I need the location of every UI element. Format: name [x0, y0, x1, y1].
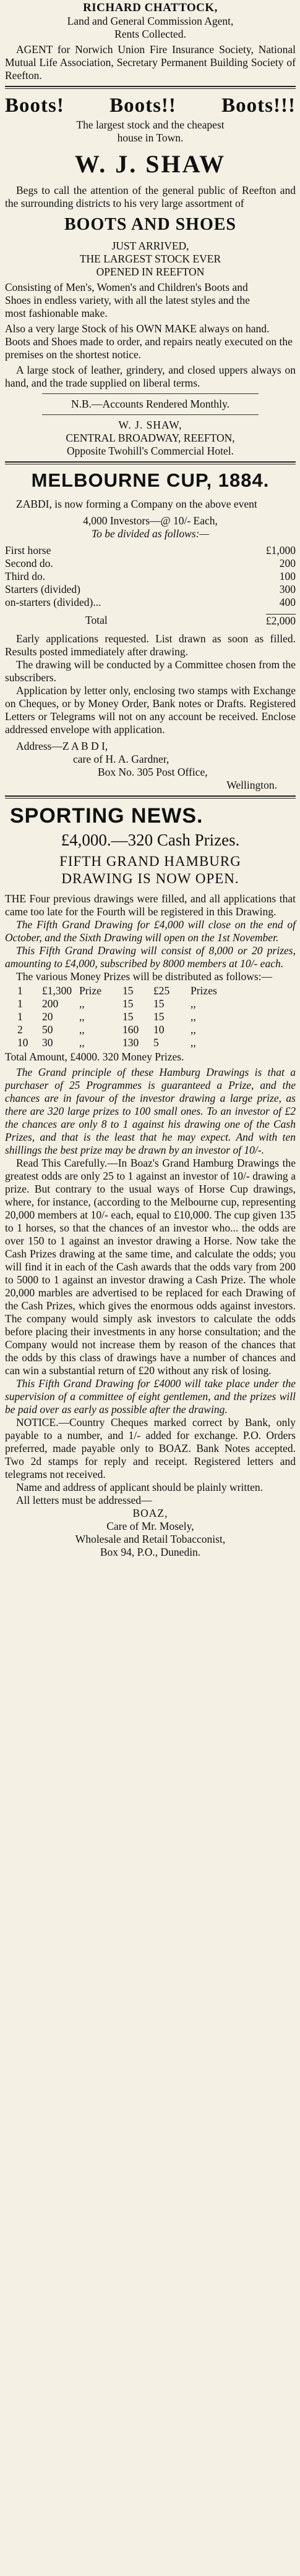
shaw-name: W. J. SHAW: [74, 150, 226, 178]
table-cell: 2: [17, 1023, 23, 1036]
boots-and-shoes-heading: BOOTS AND SHOES: [64, 215, 236, 234]
just-arrived: JUST ARRIVED,: [111, 240, 189, 252]
table-cell: ,,: [191, 1023, 196, 1036]
prize-row: [5, 583, 296, 596]
table-cell: ,,: [191, 1036, 196, 1049]
melbourne-p2: The drawing will be conducted by a Committee chosen from the subscribers.: [5, 658, 296, 684]
hamburg-p5: The Grand principle of these Hamburg Drawings is that a purchaser of 25 Programmes is guaranteed a Prize, and the chances are in favour of the investor drawing a large prize, as there are 320 large prizes to 100 small ones. To an investor of £2 the chances are only 8 to 1 against his drawing one of the Cash Prizes, and that is the least that he may expect. And with ten shillings the best prize may be drawn by an investor of 10/-.: [5, 1066, 296, 1156]
shaw-intro: Begs to call the attention of the general public of Reefton and the surrounding districts to his very large assortment of: [5, 184, 296, 209]
table-cell: 10: [153, 1023, 165, 1036]
table-cell: 30: [42, 1036, 53, 1049]
prize-label: Third do.: [5, 570, 46, 582]
hamburg-p7: This Fifth Grand Drawing for £4000 will take place under the supervision of a committee of eight gentlemen, and the prizes will be paid over as early as possible after the drawing.: [5, 1377, 296, 1416]
melbourne-address-label: Address—Z A B D I,: [16, 740, 108, 752]
boaz-care: Care of Mr. Mosely,: [106, 1520, 194, 1532]
melbourne-to-be-divided: To be divided as follows:—: [92, 527, 209, 540]
shaw-own-make: Also a very large Stock of his OWN MAKE always on hand. Boots and Shoes made to order, and repairs neatly executed on the premises on the shortest notice.: [5, 322, 293, 361]
prize-label: First horse: [5, 544, 51, 556]
hamburg-p4: The various Money Prizes will be distributed as follows:—: [16, 970, 273, 983]
melbourne-address-2: Box No. 305 Post Office,: [98, 766, 208, 778]
table-cell: 15: [122, 984, 134, 997]
prize-value: 100: [279, 570, 296, 582]
hamburg-p2: The Fifth Grand Drawing for £4,000 will close on the end of October, and the Sixth Drawing will open on the 1st November.: [5, 918, 296, 944]
table-cell: 15: [153, 997, 165, 1010]
prize-row: [5, 557, 296, 570]
table-cell: 50: [42, 1023, 53, 1036]
shaw-sign: W. J. SHAW,: [118, 419, 182, 431]
table-cell: ,,: [79, 1010, 85, 1023]
table-cell: 10: [17, 1036, 28, 1049]
cash-prizes-headline: £4,000.—320 Cash Prizes.: [61, 831, 240, 849]
prize-value: 200: [279, 557, 296, 569]
table-cell: 1: [17, 997, 23, 1010]
table-cell: Prizes: [191, 984, 217, 997]
prize-value: £1,000: [265, 544, 296, 556]
table-cell: 200: [42, 997, 59, 1010]
melbourne-address-1: care of H. A. Gardner,: [73, 753, 169, 765]
sporting-news-title: SPORTING NEWS.: [10, 804, 204, 828]
separator: [5, 795, 296, 799]
boots-word-2: Boots!!: [109, 94, 176, 117]
table-cell: £1,300: [42, 984, 72, 997]
table-cell: ,,: [191, 1010, 196, 1023]
shaw-nb: N.B.—Accounts Rendered Monthly.: [71, 398, 229, 410]
shaw-address-1: CENTRAL BROADWAY, REEFTON,: [66, 432, 235, 444]
prize-total-value: £2,000: [265, 615, 296, 627]
table-cell: 15: [122, 1010, 134, 1023]
hamburg-p3: This Fifth Grand Drawing will consist of 8,000 or 20 prizes, amounting to £4,000, subscribed by 8000 members at 10/- each.: [5, 944, 296, 970]
hamburg-total: Total Amount, £4000. 320 Money Prizes.: [5, 1051, 184, 1063]
shaw-ad: [5, 93, 296, 458]
fifth-grand-line-1: FIFTH GRAND HAMBURG: [59, 854, 241, 869]
table-cell: 20: [42, 1010, 53, 1023]
hamburg-p1: THE Four previous drawings were filled, and all applications that came too late for the Fourth will be registered in this Drawing.: [5, 892, 296, 918]
prize-row: [5, 596, 296, 609]
separator: [5, 461, 296, 464]
newspaper-column: [5, 0, 296, 1559]
melbourne-p3: Application by letter only, enclosing two stamps with Exchange on Cheques, or by Money Order, Bank notes or Drafts. Registered Letters or Telegrams will not on any account be received. Enclose addressed envelope with application.: [5, 684, 296, 736]
largest-stock: THE LARGEST STOCK EVER: [79, 253, 221, 265]
boots-word-1: Boots!: [5, 94, 64, 117]
prize-row: [5, 570, 296, 583]
boots-word-3: Boots!!!: [221, 94, 296, 117]
melbourne-address-3: Wellington.: [226, 779, 277, 791]
hamburg-ad: [5, 802, 296, 1559]
table-cell: Prize: [79, 984, 101, 997]
table-cell: 1: [17, 984, 23, 997]
prize-value: 400: [279, 596, 296, 608]
hamburg-prize-table: [5, 984, 296, 1049]
table-cell: ,,: [191, 997, 196, 1010]
hamburg-p9: Name and address of applicant should be plainly written.: [16, 1481, 263, 1493]
melbourne-p1: Early applications requested. List drawn as soon as filled. Results posted immediately after drawing.: [5, 632, 296, 658]
melbourne-investors: 4,000 Investors—@ 10/- Each,: [83, 514, 218, 527]
table-cell: 130: [122, 1036, 139, 1049]
table-cell: 1: [17, 1010, 23, 1023]
separator: [5, 86, 296, 89]
boaz-sign: BOAZ,: [132, 1507, 168, 1519]
divider: [42, 414, 259, 415]
table-cell: ,,: [79, 1023, 85, 1036]
prize-row: [5, 544, 296, 557]
table-cell: 5: [153, 1036, 159, 1049]
prize-value: 300: [279, 583, 296, 595]
opened-in-reefton: OPENED IN REEFTON: [96, 266, 205, 278]
table-cell: ,,: [79, 997, 85, 1010]
shaw-tagline-1: The largest stock and the cheapest: [76, 119, 225, 131]
boaz-box: Box 94, P.O., Dunedin.: [100, 1546, 201, 1558]
table-cell: ,,: [79, 1036, 85, 1049]
prize-label: on-starters (divided)...: [5, 596, 101, 608]
hamburg-p8: NOTICE.—Country Cheques marked correct by Bank, only payable to a number, and 1/- added for exchange. P.O. Orders preferred, made payable only to BOAZ. Bank Notes accepted. Two 2d stamps for reply and receipt. Registered letters and telegrams not received.: [5, 1416, 296, 1480]
table-cell: 15: [122, 997, 134, 1010]
melbourne-title: MELBOURNE CUP, 1884.: [31, 469, 270, 491]
hamburg-p10: All letters must be addressed—: [16, 1494, 152, 1506]
melbourne-intro: ZABDI, is now forming a Company on the above event: [16, 498, 257, 510]
melbourne-cup-ad: [5, 468, 296, 792]
chattock-line1: Land and General Commission Agent,: [67, 15, 234, 27]
prize-label: Second do.: [5, 557, 53, 569]
chattock-line2: Rents Collected.: [114, 28, 186, 40]
shaw-address-2: Opposite Twohill's Commercial Hotel.: [67, 445, 234, 457]
prize-total-row: [5, 614, 296, 627]
prize-label: Starters (divided): [5, 583, 80, 595]
boots-headline: [5, 93, 296, 119]
prize-total-label: Total: [85, 614, 108, 626]
shaw-consisting: Consisting of Men's, Women's and Children's Boots and Shoes in endless variety, with all the latest styles and the most fashionable make.: [5, 281, 250, 319]
table-cell: 15: [153, 1010, 165, 1023]
shaw-tagline-2: house in Town.: [117, 132, 184, 144]
shaw-leather: A large stock of leather, grindery, and closed uppers always on hand, and the trade supplied on liberal terms.: [5, 364, 296, 389]
table-cell: 160: [122, 1023, 139, 1036]
table-cell: £25: [153, 984, 170, 997]
chattock-agent: AGENT for Norwich Union Fire Insurance Society, National Mutual Life Association, Secretary Permanent Building Society of Reefton.: [5, 43, 296, 82]
chattock-ad: [5, 1, 296, 82]
fifth-grand-line-2: DRAWING IS NOW OPEN.: [61, 871, 239, 886]
boaz-wholesale: Wholesale and Retail Tobacconist,: [75, 1533, 226, 1545]
hamburg-p6: Read This Carefully.—In Boaz's Grand Hamburg Drawings the greatest odds are only 25 to 1 against an investor of 10/- drawing a prize. But contrary to the usual ways of Horse Cup drawings, where, for instance, (according to the Melbourne cup, representing 20,000 members at 10/- each, equal to £10,000. The cup given 135 to 1 horses, so that the chances of an investor who... the odds are over 150 to 1 against an investor drawing a Horse. Now take the Cash Prizes drawing at the same time, and calculate the odds; you will find it in each of the Cash awards that the odds vary from 200 to 5000 to 1 against an investor drawing a Cash Prize. The whole 20,000 marbles are advertised to be replaced for each Drawing of the Cash Prizes, which gives the enormous odds against investors. The company would simply ask investors to calculate the odds before placing their investments in any horse consultation; and the Company would not increase them by reason of the chances that the odds by this class of drawings have a number of chances and can win a substantial return of £20 without any risk of losing.: [5, 1157, 296, 1377]
chattock-name: RICHARD CHATTOCK,: [83, 1, 218, 14]
divider: [42, 393, 259, 394]
melbourne-prize-list: [5, 544, 296, 627]
